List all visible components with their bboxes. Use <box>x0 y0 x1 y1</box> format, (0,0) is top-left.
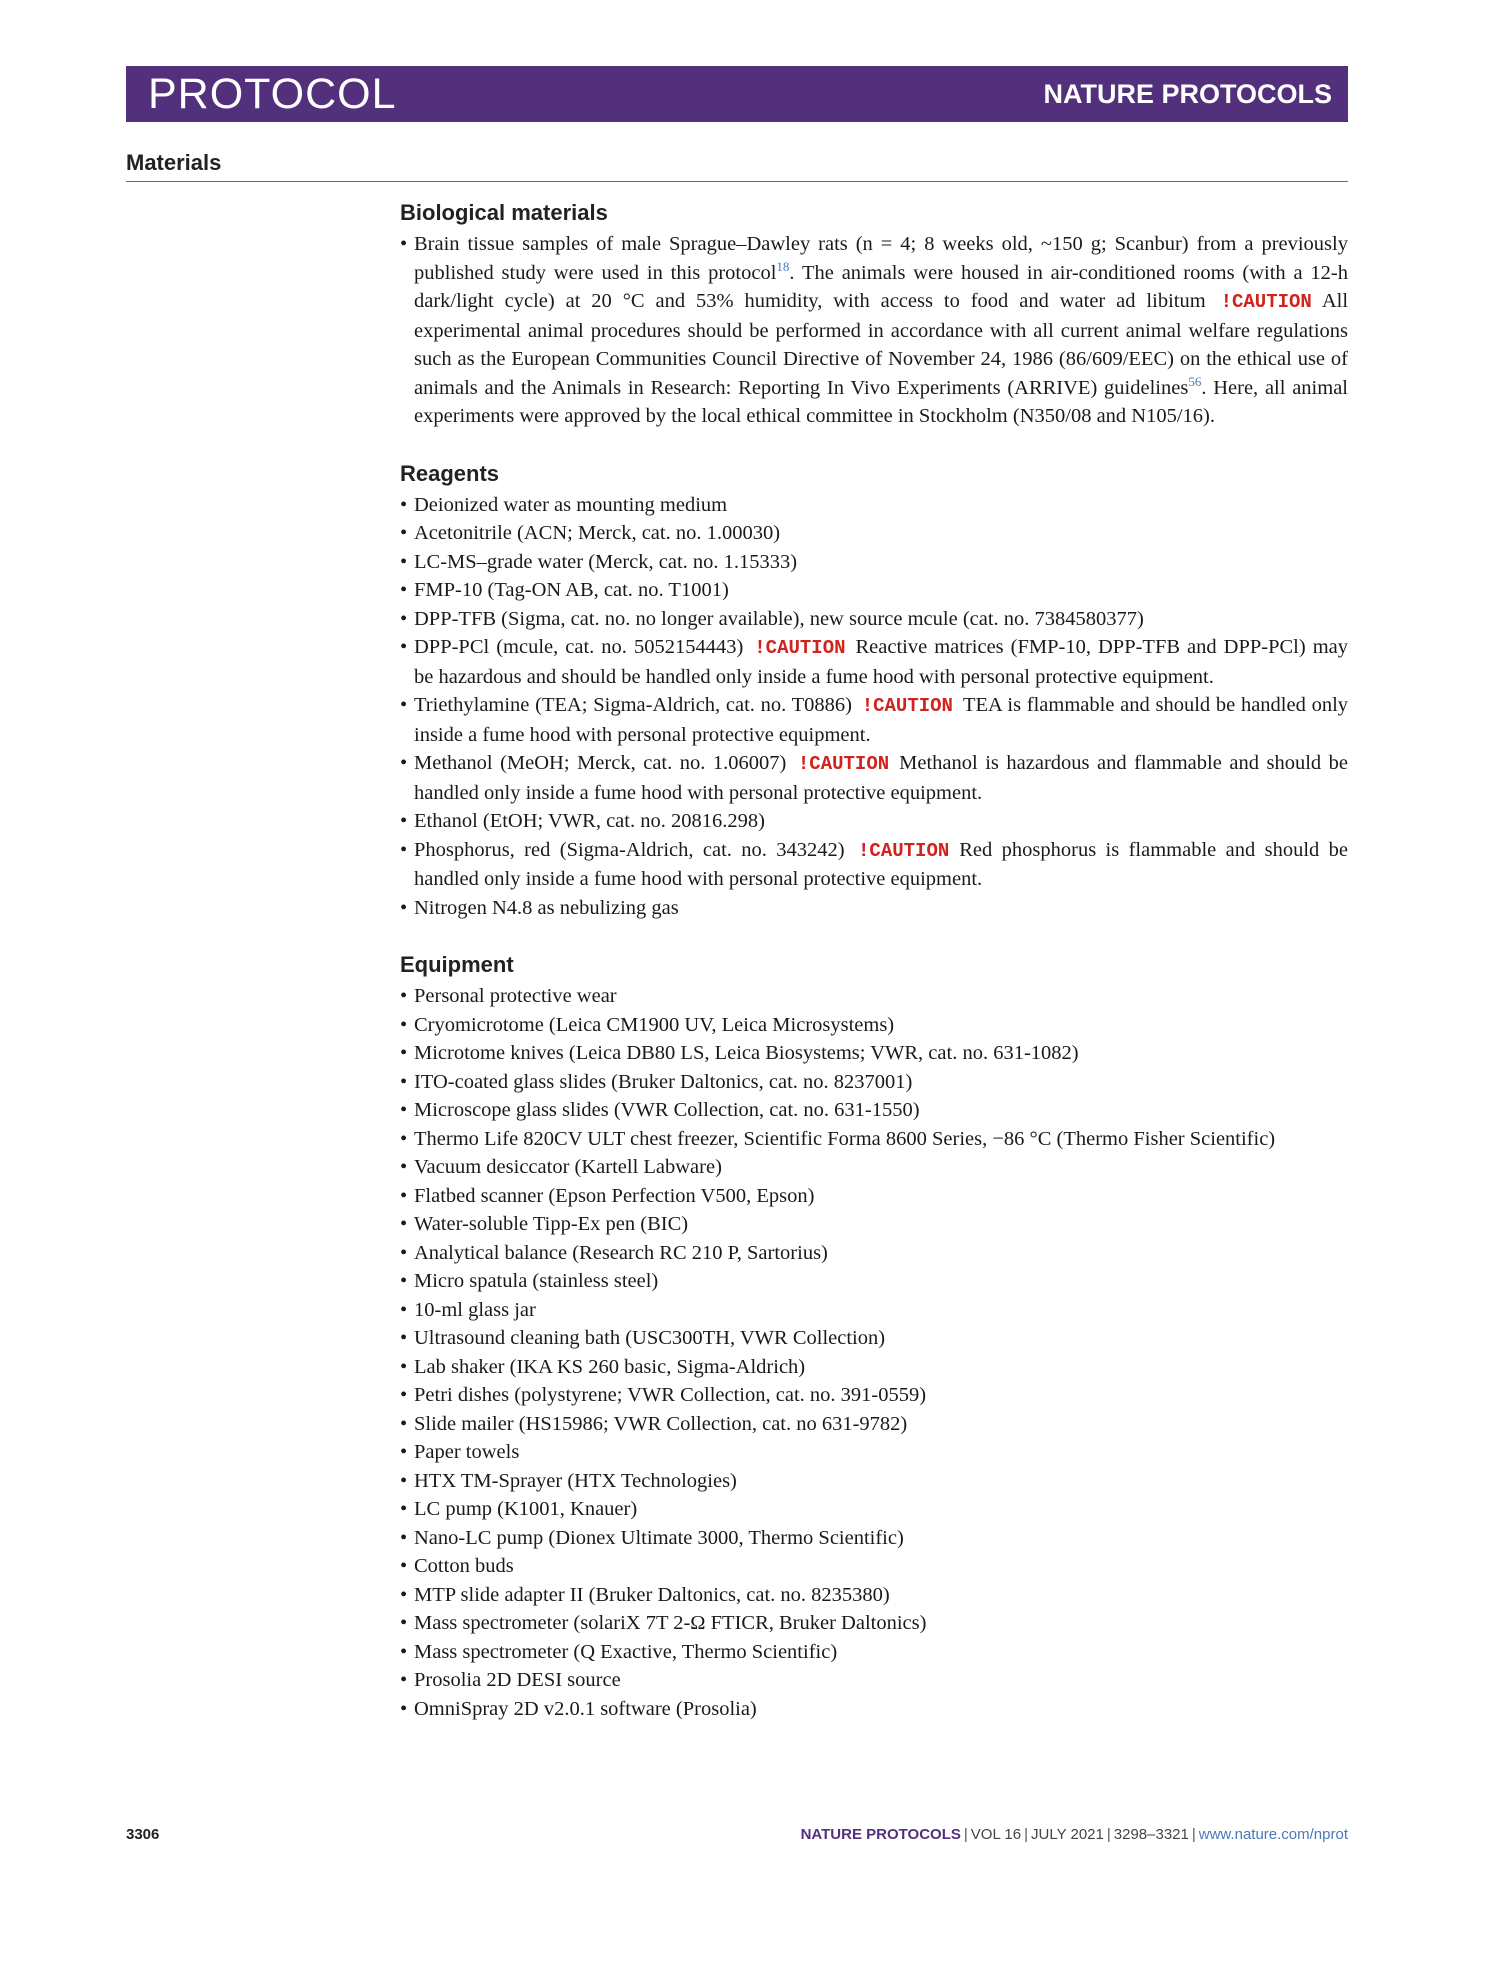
reagent-text: LC-MS–grade water (Merck, cat. no. 1.15333) <box>414 550 798 573</box>
bio-text-2: . The animals were housed in air-conditioned rooms (with a 12-h dark/light cycle) at 20 °C and 53% humidity, with access to food and water ad libitum <box>414 261 1348 312</box>
reagent-text: Ethanol (EtOH; VWR, cat. no. 20816.298) <box>414 810 765 832</box>
equipment-item: • Prosolia 2D DESI source <box>400 1666 1348 1695</box>
reagent-text: DPP-TFB (Sigma, cat. no. no longer available), new source mcule (cat. no. 7384580377) <box>414 607 1144 630</box>
equipment-item: • Cryomicrotome (Leica CM1900 UV, Leica Microsystems) <box>400 1011 1348 1040</box>
reagent-text: Nitrogen N4.8 as nebulizing gas <box>414 896 679 919</box>
reagent-item <box>400 749 1348 807</box>
equipment-item: • Analytical balance (Research RC 210 P, Sartorius) <box>400 1239 1348 1268</box>
caution-text: Reactive matrices (FMP-10, DPP-TFB and DPP-PCl) may be hazardous and should be handled only inside a fume hood with personal protective equipment. <box>414 636 1348 688</box>
equipment-item: • Flatbed scanner (Epson Perfection V500, Epson) <box>400 1182 1348 1211</box>
equipment-item: • Lab shaker (IKA KS 260 basic, Sigma-Aldrich) <box>400 1353 1348 1382</box>
biological-materials-section <box>400 196 1348 431</box>
section-title: Materials <box>126 150 222 175</box>
caution-label: !CAUTION <box>1220 291 1312 313</box>
equipment-item: • Petri dishes (polystyrene; VWR Collection, cat. no. 391-0559) <box>400 1381 1348 1410</box>
equipment-item: • Micro spatula (stainless steel) <box>400 1267 1348 1296</box>
journal-name: NATURE PROTOCOLS <box>1043 79 1332 109</box>
reagent-text: Triethylamine (TEA; Sigma-Aldrich, cat. no. T0886) <box>414 694 852 716</box>
bio-text-3: All experimental animal procedures should be performed in accordance with all current animal welfare regulations such as the European Communities Council Directive of November 24, 1986 (86/609/EEC) on the ethical use of animals and the Animals in Research: Reporting In Vivo Experiments (ARRIVE) guidelines <box>414 290 1349 399</box>
caution-label: !CAUTION <box>797 753 890 775</box>
reagent-text: Acetonitrile (ACN; Merck, cat. no. 1.00030) <box>414 522 781 544</box>
reagent-text: DPP-PCl (mcule, cat. no. 5052154443) <box>414 636 744 658</box>
equipment-item: • Personal protective wear <box>400 982 1348 1011</box>
journal-url-link[interactable]: www.nature.com/nprot <box>1198 1826 1348 1843</box>
caution-text: Red phosphorus is flammable and should be handled only inside a fume hood with personal protective equipment. <box>414 838 1349 890</box>
reagents-section <box>400 457 1348 923</box>
caution-label: !CAUTION <box>861 695 953 717</box>
reagent-item <box>400 807 1348 836</box>
materials-content <box>400 196 1348 1749</box>
equipment-item: • MTP slide adapter II (Bruker Daltonics, cat. no. 8235380) <box>400 1581 1348 1610</box>
header-banner <box>126 66 1348 122</box>
equipment-item: • Cotton buds <box>400 1552 1348 1581</box>
reagent-text: Methanol (MeOH; Merck, cat. no. 1.06007) <box>414 752 787 774</box>
reference-link[interactable]: 18 <box>776 258 790 274</box>
equipment-item: • Nano-LC pump (Dionex Ultimate 3000, Thermo Scientific) <box>400 1524 1348 1553</box>
footer-journal: NATURE PROTOCOLS <box>800 1826 961 1843</box>
equipment-item: • Microscope glass slides (VWR Collection, cat. no. 631-1550) <box>400 1096 1348 1125</box>
bio-text-4: . Here, all animal experiments were approved by the local ethical committee in Stockholm (N350/08 and N105/16). <box>414 376 1348 427</box>
reagent-item <box>400 519 1348 548</box>
reagent-text: Deionized water as mounting medium <box>414 493 728 516</box>
biological-materials-heading: Biological materials <box>400 200 608 225</box>
reagent-item <box>400 836 1348 894</box>
bio-text-1: Brain tissue samples of male Sprague–Dawley rats (n = 4; 8 weeks old, ~150 g; Scanbur) from a previously published study were used in this protocol <box>414 233 1348 284</box>
reagent-text: Phosphorus, red (Sigma-Aldrich, cat. no. 343242) <box>414 838 845 861</box>
reagent-item <box>400 605 1348 634</box>
equipment-item: • Paper towels <box>400 1438 1348 1467</box>
reagent-item <box>400 576 1348 605</box>
equipment-item: • HTX TM-Sprayer (HTX Technologies) <box>400 1467 1348 1496</box>
reagents-heading: Reagents <box>400 460 500 486</box>
equipment-item: • Mass spectrometer (Q Exactive, Thermo Scientific) <box>400 1638 1348 1667</box>
equipment-list <box>400 982 1348 1723</box>
reagent-item <box>400 491 1348 520</box>
reagent-text: FMP-10 (Tag-ON AB, cat. no. T1001) <box>414 579 729 601</box>
equipment-item: • ITO-coated glass slides (Bruker Daltonics, cat. no. 8237001) <box>400 1068 1348 1097</box>
equipment-item: • 10-ml glass jar <box>400 1296 1348 1325</box>
equipment-item: • Thermo Life 820CV ULT chest freezer, Scientific Forma 8600 Series, −86 °C (Thermo Fisher Scientific) <box>400 1125 1348 1154</box>
page-footer <box>126 1826 1348 1848</box>
caution-text: Methanol is hazardous and flammable and should be handled only inside a fume hood with personal protective equipment. <box>414 752 1349 804</box>
caution-text: TEA is flammable and should be handled only inside a fume hood with personal protective equipment. <box>414 694 1349 746</box>
page-number: 3306 <box>126 1826 160 1843</box>
footer-date: JULY 2021 <box>1031 1826 1104 1843</box>
reagent-item <box>400 633 1348 691</box>
equipment-item: • OmniSpray 2D v2.0.1 software (Prosolia) <box>400 1695 1348 1724</box>
reagent-item <box>400 894 1348 923</box>
reagent-item <box>400 691 1348 749</box>
caution-label: !CAUTION <box>754 637 846 659</box>
citation-line: NATURE PROTOCOLS | VOL 16 | JULY 2021 | 3298–3321 | www.nature.com/nprot <box>800 1826 1348 1843</box>
equipment-item: • LC pump (K1001, Knauer) <box>400 1495 1348 1524</box>
reagents-list <box>400 491 1348 923</box>
list-item <box>400 230 1348 431</box>
equipment-item: • Water-soluble Tipp-Ex pen (BIC) <box>400 1210 1348 1239</box>
article-type-label: PROTOCOL <box>148 70 397 118</box>
equipment-section <box>400 948 1348 1723</box>
section-divider <box>126 181 1348 182</box>
reagent-item <box>400 548 1348 577</box>
reference-link[interactable]: 56 <box>1188 373 1202 389</box>
equipment-item: • Vacuum desiccator (Kartell Labware) <box>400 1153 1348 1182</box>
caution-label: !CAUTION <box>858 839 950 862</box>
equipment-heading: Equipment <box>400 952 514 977</box>
equipment-item: • Microtome knives (Leica DB80 LS, Leica Biosystems; VWR, cat. no. 631-1082) <box>400 1039 1348 1068</box>
footer-pages: 3298–3321 <box>1113 1826 1189 1843</box>
equipment-item: • Slide mailer (HS15986; VWR Collection, cat. no 631-9782) <box>400 1410 1348 1439</box>
footer-volume: VOL 16 <box>970 1826 1022 1843</box>
equipment-item: • Mass spectrometer (solariX 7T 2-Ω FTICR, Bruker Daltonics) <box>400 1609 1348 1638</box>
equipment-item: • Ultrasound cleaning bath (USC300TH, VWR Collection) <box>400 1324 1348 1353</box>
